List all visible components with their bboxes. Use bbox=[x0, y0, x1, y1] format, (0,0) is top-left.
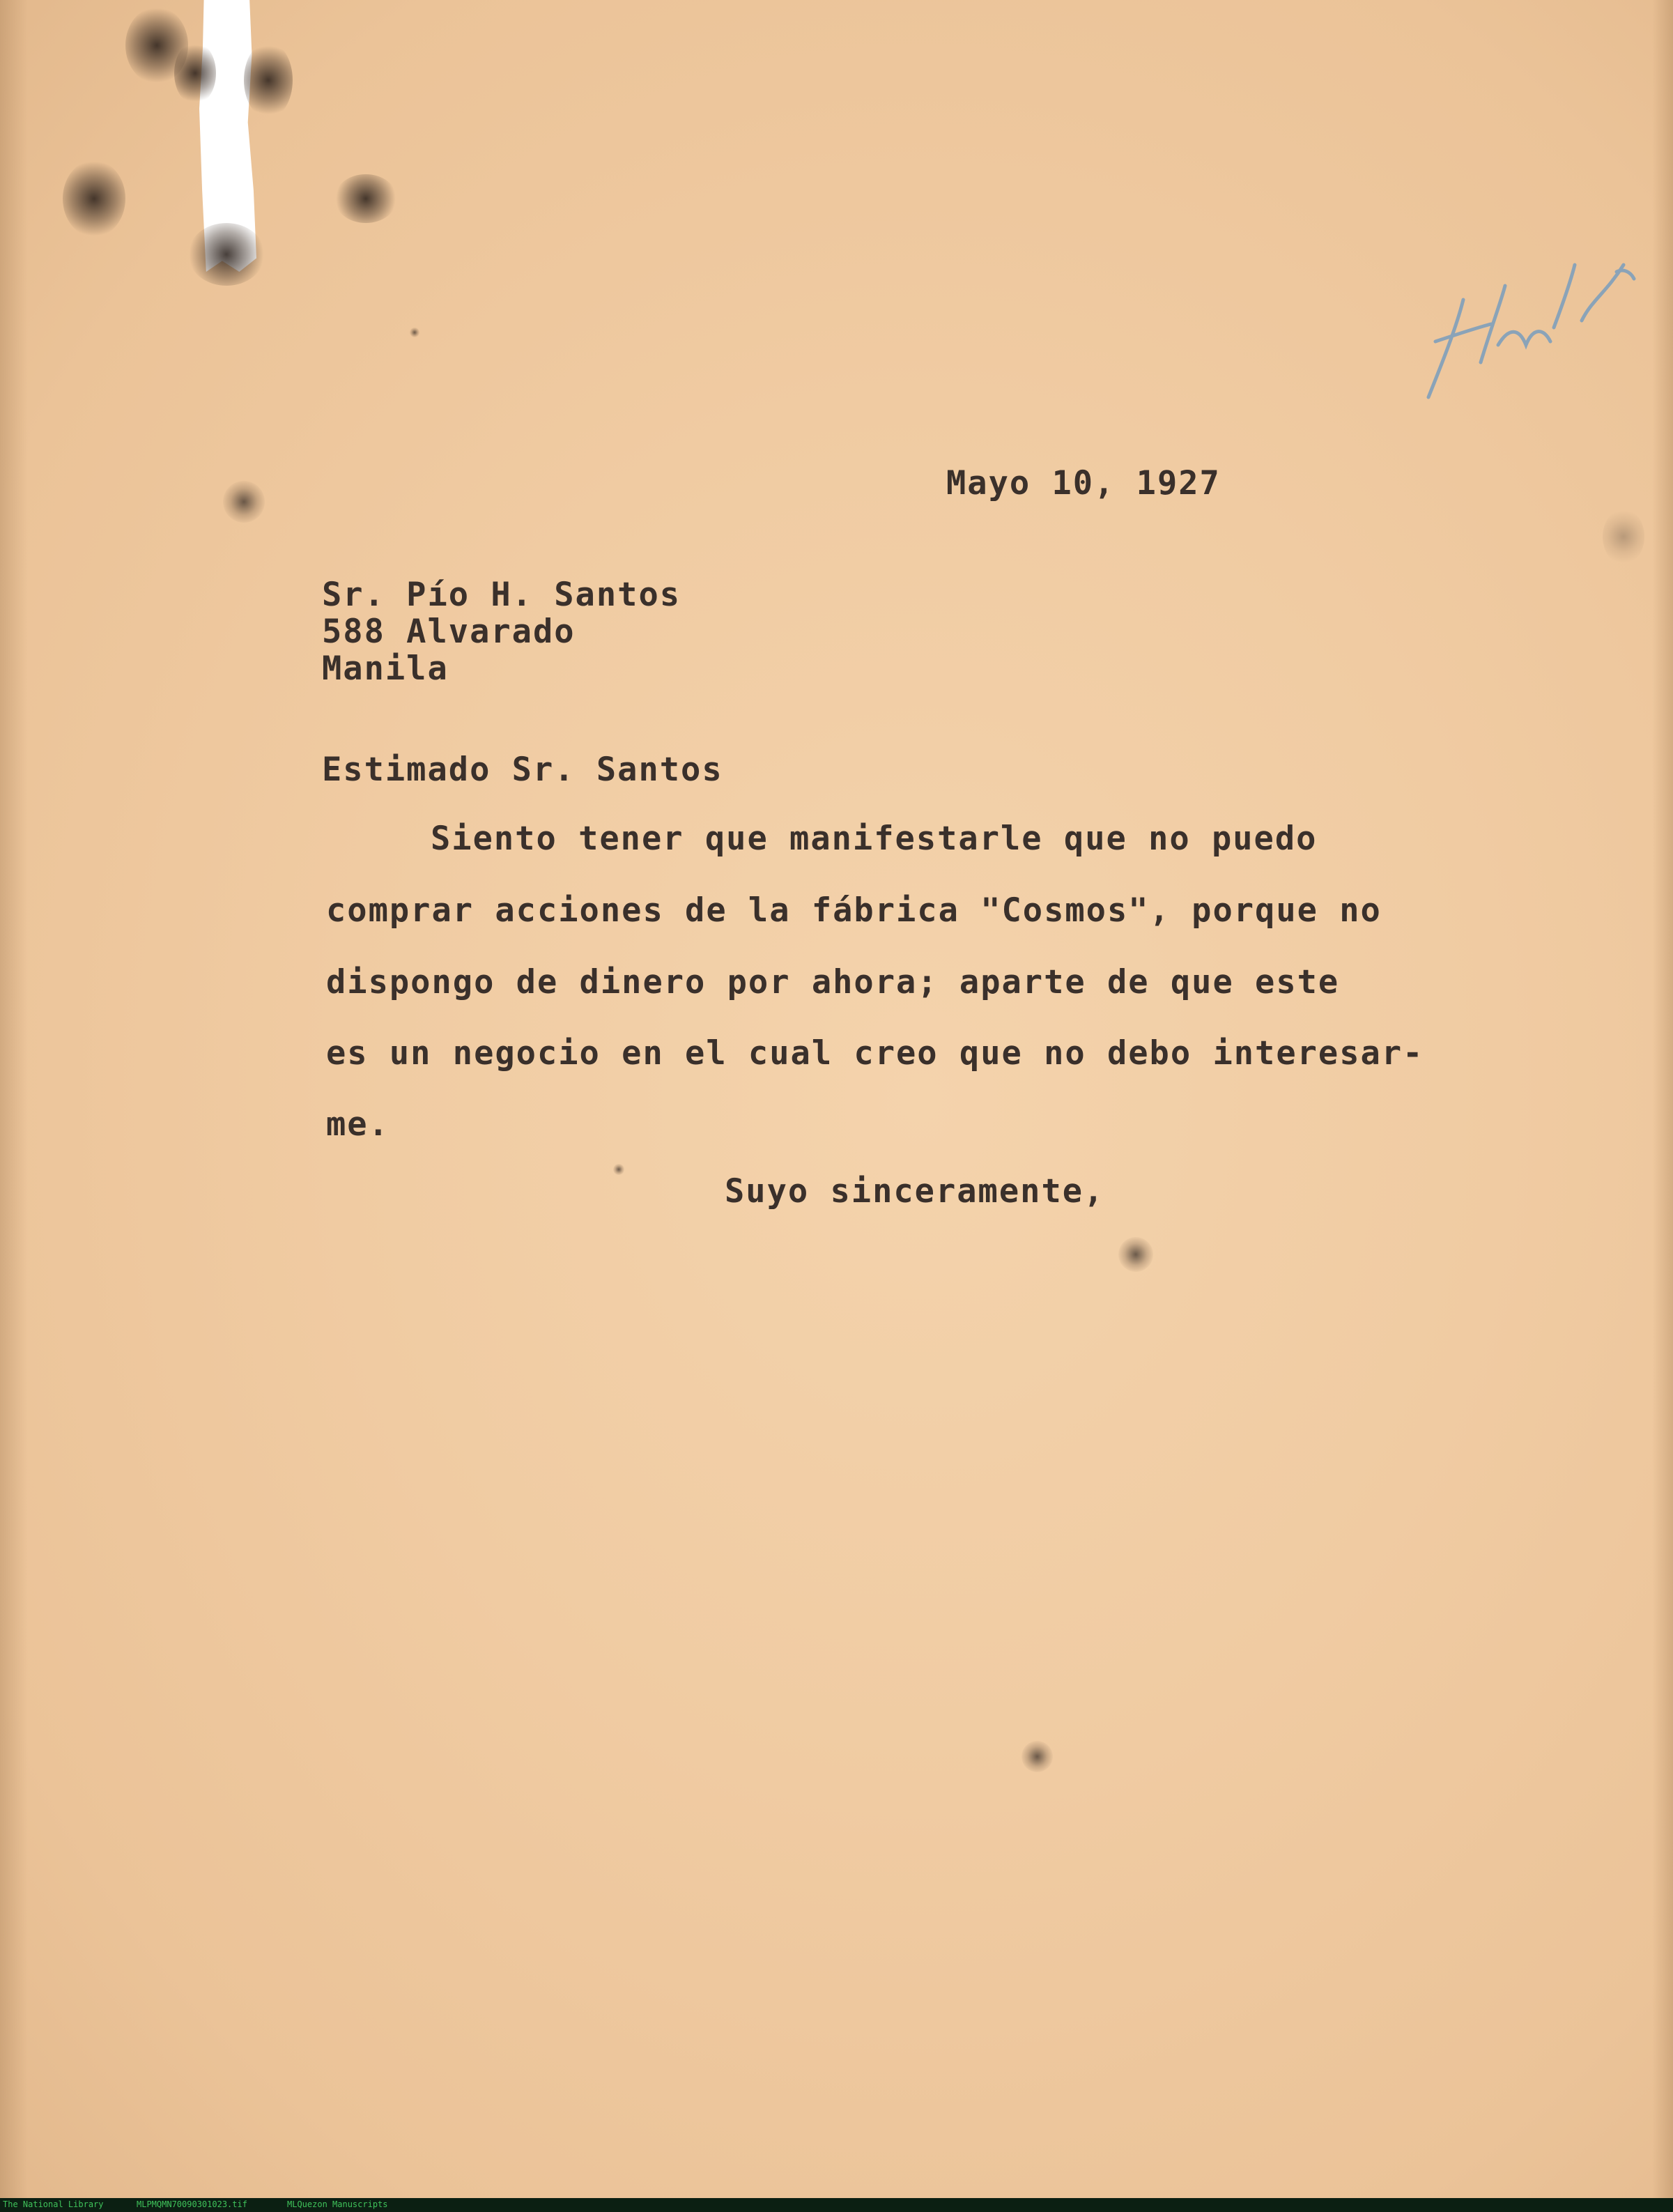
closing: Suyo sinceramente, bbox=[725, 1172, 1105, 1211]
body-line: comprar acciones de la fábrica "Cosmos", porque no bbox=[326, 891, 1382, 930]
burn-mark bbox=[174, 42, 216, 105]
body-line: me. bbox=[326, 1105, 390, 1144]
burn-mark bbox=[188, 223, 265, 286]
footer-library: The National Library bbox=[3, 2199, 104, 2209]
scan-footer-bar bbox=[0, 2198, 1673, 2212]
stain-spot bbox=[1021, 1741, 1053, 1772]
pencil-scribble bbox=[1414, 223, 1644, 418]
burn-mark bbox=[244, 42, 293, 118]
recipient-street: 588 Alvarado bbox=[322, 613, 576, 651]
footer-file: MLPMQMN70090301023.tif bbox=[137, 2199, 247, 2209]
recipient-city: Manila bbox=[322, 650, 449, 688]
stain-spot bbox=[613, 1164, 624, 1175]
stain-spot bbox=[1603, 509, 1644, 564]
salutation: Estimado Sr. Santos bbox=[322, 751, 723, 789]
burn-mark bbox=[334, 174, 397, 223]
body-line: Siento tener que manifestarle que no puedo bbox=[431, 820, 1318, 858]
paper-edge-shadow-left bbox=[0, 0, 28, 2198]
stain-spot bbox=[223, 481, 265, 523]
footer-collection: MLQuezon Manuscripts bbox=[287, 2199, 388, 2209]
paper-edge-shadow-right bbox=[1652, 0, 1673, 2198]
stain-spot bbox=[1118, 1237, 1153, 1272]
burn-mark bbox=[63, 160, 125, 237]
recipient-name: Sr. Pío H. Santos bbox=[322, 576, 681, 614]
body-line: es un negocio en el cual creo que no debo interesar- bbox=[326, 1034, 1424, 1073]
stain-spot bbox=[410, 328, 419, 337]
letter-date: Mayo 10, 1927 bbox=[946, 464, 1221, 502]
body-line: dispongo de dinero por ahora; aparte de que este bbox=[326, 963, 1340, 1001]
